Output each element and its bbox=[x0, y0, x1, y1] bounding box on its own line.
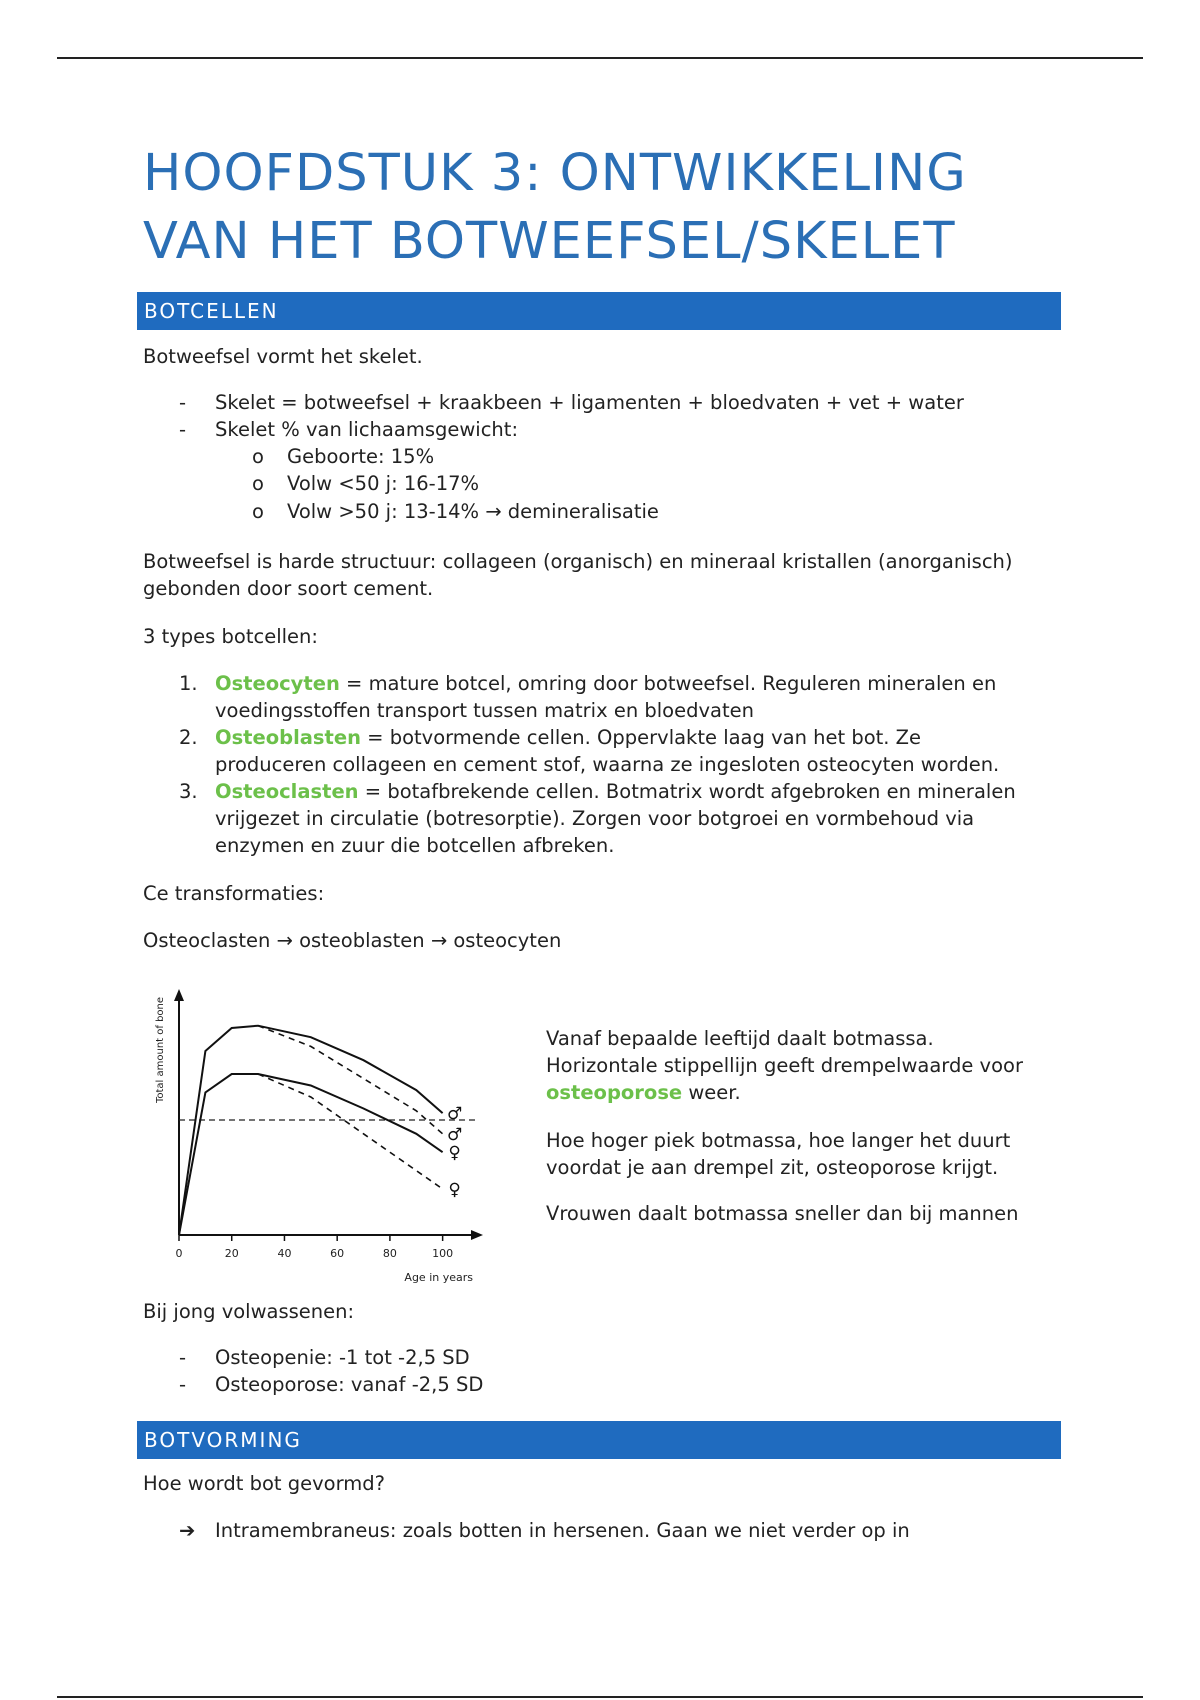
list-item: Osteopenie: -1 tot -2,5 SD bbox=[215, 1346, 470, 1369]
y-axis-label: Total amount of bone bbox=[155, 996, 166, 1104]
sub-list-item: Volw >50 j: 13-14% → demineralisatie bbox=[287, 500, 659, 523]
dash-bullet: - bbox=[179, 1346, 187, 1369]
dash-bullet: - bbox=[179, 418, 187, 441]
list-item-continuation: voedingsstoffen transport tussen matrix en bloedvaten bbox=[215, 699, 754, 722]
bottom-rule bbox=[57, 1696, 1143, 1698]
term-osteoporose: osteoporose bbox=[546, 1081, 683, 1104]
list-item: Skelet % van lichaamsgewicht: bbox=[215, 418, 519, 441]
list-item: Skelet = botweefsel + kraakbeen + ligamenten + bloedvaten + vet + water bbox=[215, 391, 964, 414]
circle-bullet: o bbox=[252, 500, 264, 523]
sub-list-item: Geboorte: 15% bbox=[287, 445, 435, 468]
series-symbol: ♀ bbox=[448, 1180, 461, 1200]
sub-list-item: Volw <50 j: 16-17% bbox=[287, 472, 480, 495]
series-line-dashed bbox=[258, 1074, 443, 1189]
list-item-continuation: vrijgezet in circulatie (botresorptie). Zorgen voor botgroei en vormbehoud via bbox=[215, 807, 975, 830]
list-number: 2. bbox=[179, 726, 198, 749]
y-axis-arrow bbox=[174, 989, 184, 1001]
botvorming-question: Hoe wordt bot gevormd? bbox=[143, 1472, 385, 1495]
series-symbol: ♀ bbox=[448, 1143, 461, 1164]
list-number: 1. bbox=[179, 672, 198, 695]
chart-side-line: Vrouwen daalt botmassa sneller dan bij mannen bbox=[546, 1202, 1019, 1225]
intro-paragraph: Botweefsel vormt het skelet. bbox=[143, 345, 423, 368]
chart-axes bbox=[174, 989, 483, 1241]
list-item-osteocyten: Osteocyten = mature botcel, omring door botweefsel. Reguleren mineralen en bbox=[215, 672, 997, 695]
arrow-bullet-icon: ➔ bbox=[179, 1519, 196, 1542]
transform-chain: Osteoclasten → osteoblasten → osteocyten bbox=[143, 929, 562, 952]
x-tick-label: 60 bbox=[330, 1247, 345, 1260]
list-item-osteoclasten: Osteoclasten = botafbrekende cellen. Botmatrix wordt afgebroken en mineralen bbox=[215, 780, 1016, 803]
list-number: 3. bbox=[179, 780, 198, 803]
x-axis-arrow bbox=[471, 1230, 483, 1240]
list-item: Osteoporose: vanaf -2,5 SD bbox=[215, 1373, 484, 1396]
chart-side-line: Vanaf bepaalde leeftijd daalt botmassa. bbox=[546, 1027, 934, 1050]
list-item-continuation: enzymen en zuur die botcellen afbreken. bbox=[215, 834, 615, 857]
top-rule bbox=[57, 57, 1143, 59]
x-tick-label: 40 bbox=[277, 1247, 292, 1260]
x-tick-label: 100 bbox=[432, 1247, 454, 1260]
circle-bullet: o bbox=[252, 445, 264, 468]
dash-bullet: - bbox=[179, 391, 187, 414]
series-symbol: ♂ bbox=[447, 1104, 463, 1125]
chart-side-line: osteoporose weer. bbox=[546, 1081, 741, 1104]
chart-side-line: Horizontale stippellijn geeft drempelwaarde voor bbox=[546, 1054, 1023, 1077]
term-osteoclasten: Osteoclasten bbox=[215, 780, 359, 803]
x-tick-label: 0 bbox=[175, 1247, 183, 1260]
young-adults-intro: Bij jong volwassenen: bbox=[143, 1300, 355, 1323]
page-title: HOOFDSTUK 3: ONTWIKKELING VAN HET BOTWEEFSEL/SKELET bbox=[143, 144, 967, 271]
list-item: Intramembraneus: zoals botten in hersenen. Gaan we niet verder op in bbox=[215, 1519, 910, 1542]
series-line-solid bbox=[179, 1074, 443, 1235]
circle-bullet: o bbox=[252, 472, 264, 495]
structure-paragraph: Botweefsel is harde structuur: collageen (organisch) en mineraal kristallen (anorganisch) gebonden door soort cement. bbox=[143, 550, 1013, 600]
chart-side-line: voordat je aan drempel zit, osteoporose krijgt. bbox=[546, 1156, 999, 1179]
x-axis-label: Age in years bbox=[404, 1271, 473, 1284]
series-line-solid bbox=[179, 1026, 443, 1235]
series-symbol: ♂ bbox=[447, 1124, 463, 1145]
list-item-continuation: produceren collageen en cement stof, waarna ze ingesloten osteocyten worden. bbox=[215, 753, 1000, 776]
x-tick-label: 20 bbox=[224, 1247, 239, 1260]
term-osteocyten: Osteocyten bbox=[215, 672, 340, 695]
list-item-osteoblasten: Osteoblasten = botvormende cellen. Oppervlakte laag van het bot. Ze bbox=[215, 726, 922, 749]
transform-intro: Ce transformaties: bbox=[143, 882, 325, 905]
section-bar-botvorming: BOTVORMING bbox=[137, 1421, 1061, 1459]
chart-series bbox=[179, 1026, 479, 1235]
dash-bullet: - bbox=[179, 1373, 187, 1396]
term-osteoblasten: Osteoblasten bbox=[215, 726, 361, 749]
x-tick-label: 80 bbox=[382, 1247, 397, 1260]
bone-mass-chart bbox=[145, 985, 515, 1285]
types-intro: 3 types botcellen: bbox=[143, 625, 318, 648]
section-bar-botcellen: BOTCELLEN bbox=[137, 292, 1061, 330]
chart-side-line: Hoe hoger piek botmassa, hoe langer het duurt bbox=[546, 1129, 1011, 1152]
